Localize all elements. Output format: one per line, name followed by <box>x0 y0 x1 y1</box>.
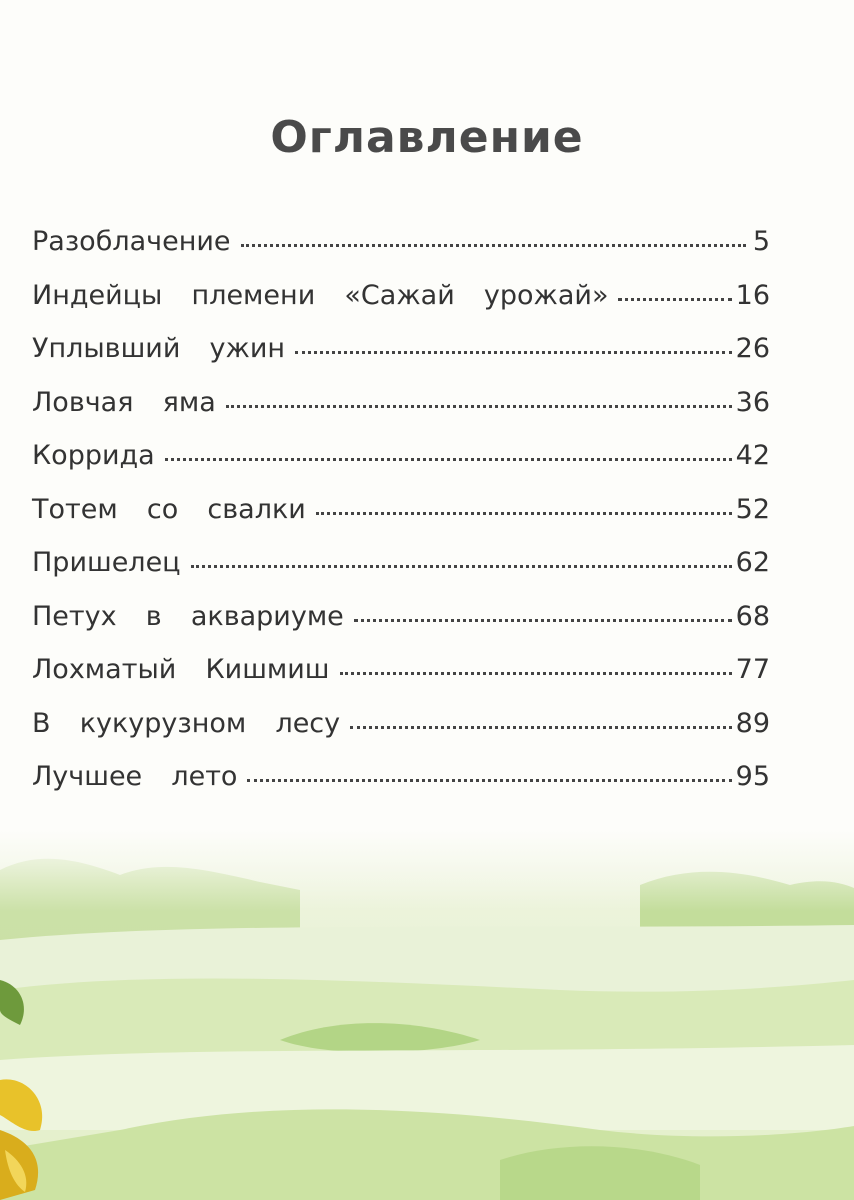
toc-entry <box>32 280 770 334</box>
toc-leader-dots <box>165 458 732 461</box>
toc-leader-dots <box>350 726 732 729</box>
toc-entry-title: Разоблачение <box>32 226 231 257</box>
toc-entry-page: 68 <box>735 600 770 632</box>
toc-leader-dots <box>316 512 732 515</box>
toc-entry-page: 26 <box>735 333 770 364</box>
toc-entry-page: 16 <box>735 279 770 311</box>
toc-leader-dots <box>340 672 732 675</box>
toc-entry-page: 89 <box>735 707 770 739</box>
toc-entry-title: Пришелец <box>32 547 181 578</box>
toc-leader-dots <box>354 619 732 622</box>
toc-entry <box>32 601 770 655</box>
toc-entry-title: Ловчая яма <box>32 386 216 418</box>
toc-entry <box>32 333 770 387</box>
toc-leader-dots <box>226 405 732 408</box>
toc-entry-title: Петух в аквариуме <box>32 600 344 632</box>
toc-entry-title: Уплывший ужин <box>32 333 286 364</box>
toc-entry <box>32 654 770 708</box>
toc-entry-title: Лохматый Кишмиш <box>32 654 330 685</box>
toc-entry-page: 5 <box>752 226 770 257</box>
toc-entry-page: 42 <box>735 440 770 471</box>
toc-entry-title: В кукурузном лесу <box>32 707 341 739</box>
toc-entry-title: Коррида <box>32 440 155 471</box>
toc-leader-dots <box>295 351 732 354</box>
toc-leader-dots <box>247 779 731 782</box>
toc-entry <box>32 547 770 601</box>
toc-entry <box>32 387 770 441</box>
toc-entry-page: 77 <box>735 654 770 685</box>
toc-entry-title: Тотем со свалки <box>32 493 306 525</box>
table-of-contents <box>32 226 770 815</box>
landscape-illustration <box>0 830 854 1200</box>
toc-entry-page: 36 <box>735 386 770 418</box>
toc-entry <box>32 494 770 548</box>
toc-leader-dots <box>618 298 731 301</box>
toc-entry <box>32 226 770 280</box>
page-title: Оглавление <box>270 112 584 163</box>
toc-entry <box>32 440 770 494</box>
toc-entry-page: 62 <box>735 547 770 578</box>
toc-entry-page: 52 <box>735 493 770 525</box>
toc-entry <box>32 761 770 815</box>
toc-entry-title: Лучшее лето <box>32 761 238 792</box>
toc-entry <box>32 708 770 762</box>
toc-entry-title: Индейцы племени «Сажай урожай» <box>32 279 609 311</box>
toc-leader-dots <box>241 244 746 247</box>
toc-leader-dots <box>191 565 732 568</box>
toc-entry-page: 95 <box>735 761 770 792</box>
